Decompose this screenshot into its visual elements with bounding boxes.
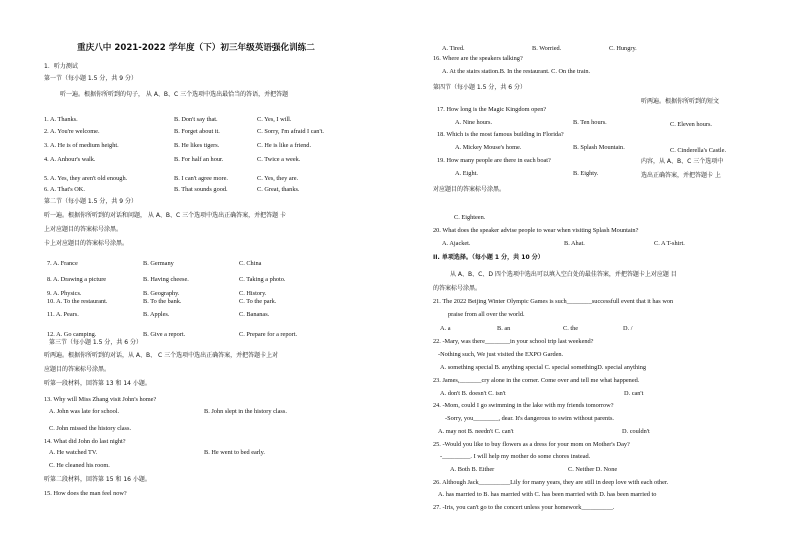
q22-question-cont: -Nothing such, We just visited the EXPO Garden. bbox=[438, 351, 564, 358]
part-2-heading: 第二节（每小题 1.5 分，共 9 分） bbox=[44, 198, 137, 205]
q15-option-b: B. Worried. bbox=[532, 45, 562, 52]
q24-question: 24. -Mom, could I go swimming in the lake with my friends tomorrow? bbox=[433, 402, 614, 409]
q9-option-c: C. History. bbox=[239, 290, 267, 297]
q14-question: 14. What did John do last night? bbox=[44, 438, 126, 445]
q2-option-b: B. Forget about it. bbox=[174, 128, 220, 135]
q18-question: 18. Which is the most famous building in Florida? bbox=[437, 131, 564, 138]
q23-options: A. don't B. doesn't C. isn't bbox=[440, 390, 506, 397]
q17-option-c: C. Eleven hours. bbox=[670, 121, 712, 128]
q18-option-b: B. Splash Mountain. bbox=[573, 144, 625, 151]
q23-option-d: D. can't bbox=[624, 390, 644, 397]
q25-options: A. Both B. Either bbox=[450, 466, 495, 473]
q27-question: 27. -Iris, you can't go to the concert unless your homework__________. bbox=[433, 504, 615, 511]
q6-option-c: C. Great, thanks. bbox=[257, 186, 300, 193]
part-2-instructions-2: 上对应题目的答案标号涂黑。 bbox=[44, 226, 123, 233]
section-2-instructions-1: 从 A、B、C、D 四个选项中选出可以填入空白处的最佳答案，并把答题卡上对应题 目 bbox=[450, 271, 677, 278]
q4-option-a: 4. A. Anhour's walk. bbox=[44, 156, 96, 163]
q20-option-a: A. Ajacket. bbox=[442, 240, 471, 247]
q22-options: A. something special B. anything special C. special somethingD. special anything bbox=[440, 364, 647, 371]
q15-question: 15. How does the man feel now? bbox=[44, 490, 127, 497]
q1-option-b: B. Don't say that. bbox=[174, 116, 218, 123]
q12-option-a: 12. A. Go camping. bbox=[47, 331, 97, 338]
q13-option-b: B. John slept in the history class. bbox=[204, 408, 287, 415]
q5-option-c: C. Yes, they are. bbox=[257, 175, 299, 182]
conversation-1-label: 听第一段材料，回答第 13 和 14 小题。 bbox=[44, 380, 151, 387]
part-4-instructions-2: 内容，从 A、B、C 三个选项中 bbox=[641, 158, 724, 165]
q22-question: 22. -Mary, was there________in your school trip last weekend? bbox=[433, 338, 594, 345]
q4-option-b: B. For half an hour. bbox=[174, 156, 224, 163]
q8-option-c: C. Taking a photo. bbox=[239, 276, 286, 283]
q21-question-cont: praise from all over the world. bbox=[448, 311, 525, 318]
q21-option-c: C. the bbox=[563, 325, 579, 332]
page-title: 重庆八中 2021-2022 学年度（下）初三年级英语强化训练二 bbox=[77, 43, 315, 53]
q14-option-a: A. He watched TV. bbox=[49, 449, 98, 456]
section-1-heading: 1．听力测试 bbox=[44, 63, 78, 70]
q3-option-a: 3. A. He is of medium height. bbox=[44, 142, 119, 149]
q18-option-a: A. Mickey Mouse's home. bbox=[455, 144, 522, 151]
q25-question-cont: -_________. I will help my mother do some chores instead. bbox=[440, 453, 591, 460]
q8-option-b: B. Having cheese. bbox=[143, 276, 189, 283]
q21-option-a: A. a bbox=[440, 325, 451, 332]
part-2-instructions-3: 卡上对应题目的答案标号涂黑。 bbox=[44, 240, 129, 247]
q2-option-c: C. Sorry, I'm afraid I can't. bbox=[257, 128, 324, 135]
q10-option-b: B. To the bank. bbox=[143, 298, 182, 305]
q15-option-c: C. Hungry. bbox=[609, 45, 637, 52]
q10-option-a: 10. A. To the restaurant. bbox=[47, 298, 108, 305]
part-3-heading: 第三节（每小题 1.5 分，共 6 分） bbox=[49, 339, 142, 346]
q12-option-c: C. Prepare for a report. bbox=[239, 331, 298, 338]
q19-option-a: A. Eight. bbox=[455, 170, 478, 177]
q21-option-b: B. an bbox=[497, 325, 511, 332]
q17-question: 17. How long is the Magic Kingdom open? bbox=[437, 106, 547, 113]
q20-option-b: B. Ahat. bbox=[564, 240, 585, 247]
q13-question: 13. Why will Miss Zhang visit John's home? bbox=[44, 396, 157, 403]
q10-option-c: C. To the park. bbox=[239, 298, 277, 305]
q11-option-a: 11. A. Pears. bbox=[47, 311, 79, 318]
q16-options: A. At the stairs station.B. In the restaurant. C. On the train. bbox=[442, 68, 591, 75]
q7-option-a: 7. A. France bbox=[47, 260, 78, 267]
q19-option-b: B. Eighty. bbox=[573, 170, 599, 177]
q9-option-a: 9. A. Physics. bbox=[47, 290, 82, 297]
q8-option-a: 8. A. Drawing a picture bbox=[47, 276, 107, 283]
part-4-instructions-3: 选出正确答案，并把答题卡 上 bbox=[641, 172, 721, 179]
q14-option-b: B. He went to bed early. bbox=[204, 449, 265, 456]
q12-option-b: B. Give a report. bbox=[143, 331, 186, 338]
q21-option-d: D. / bbox=[623, 325, 633, 332]
q19-option-c: C. Eighteen. bbox=[454, 214, 486, 221]
section-2-heading: II. 单项选择。（每小题 1 分，共 10 分） bbox=[433, 254, 544, 261]
q1-option-c: C. Yes, I will. bbox=[257, 116, 292, 123]
section-2-instructions-2: 的答案标号涂黑。 bbox=[433, 285, 482, 292]
q15-option-a: A. Tired. bbox=[442, 45, 465, 52]
part-4-instructions-1: 听两遍。根据你所听到的短文 bbox=[641, 98, 720, 105]
part-1-instructions: 听一遍。根据你所听到的句子， 从 A、B、C 三个选项中选出最恰当的答语，并把答题 bbox=[60, 91, 289, 98]
part-1-heading: 第一节（每小题 1.5 分，共 9 分） bbox=[44, 75, 137, 82]
q3-option-c: C. He is like a friend. bbox=[257, 142, 312, 149]
q24-options: A. may not B. needn't C. can't bbox=[438, 428, 514, 435]
q6-option-b: B. That sounds good. bbox=[174, 186, 228, 193]
q1-option-a: 1. A. Thanks. bbox=[44, 116, 78, 123]
q4-option-c: C. Twice a week. bbox=[257, 156, 301, 163]
part-3-instructions-1: 听两遍。根据你所听到的对话，从 A、B、 C 三个选项中选出正确答案，并把答题卡上对 bbox=[44, 352, 279, 359]
q14-option-c: C. He cleaned his room. bbox=[49, 462, 110, 469]
q25-question: 25. -Would you like to buy flowers as a dress for your mom on Mother's Day? bbox=[433, 441, 630, 448]
part-4-heading: 第四节（每小题 1.5 分，共 6 分） bbox=[433, 84, 526, 91]
q7-option-c: C. China bbox=[239, 260, 262, 267]
q24-option-d: D. couldn't bbox=[622, 428, 650, 435]
q6-option-a: 6. A. That's OK. bbox=[44, 186, 85, 193]
q18-option-c: C. Cinderella's Castle. bbox=[670, 147, 727, 154]
q11-option-b: B. Apples. bbox=[143, 311, 170, 318]
q13-option-c: C. John missed the history class. bbox=[49, 425, 132, 432]
q16-question: 16. Where are the speakers talking? bbox=[433, 55, 523, 62]
q3-option-b: B. He likes tigers. bbox=[174, 142, 220, 149]
q17-option-a: A. Nine hours. bbox=[455, 119, 493, 126]
part-2-instructions-1: 听一遍。根据你所听到的对话和问题， 从 A、B、C 三个选项中选出正确答案，并把答题 卡 bbox=[44, 212, 287, 219]
q11-option-c: C. Bananas. bbox=[239, 311, 270, 318]
q23-question: 23. James,_______cry alone in the corner. Come over and tell me what happened. bbox=[433, 377, 640, 384]
q26-options: A. has married to B. has married with C. has been married with D. has been married to bbox=[438, 491, 657, 498]
q2-option-a: 2. A. You're welcome. bbox=[44, 128, 100, 135]
q20-option-c: C. A T-shirt. bbox=[654, 240, 685, 247]
q7-option-b: B. Germany bbox=[143, 260, 174, 267]
q17-option-b: B. Ten hours. bbox=[573, 119, 607, 126]
q13-option-a: A. John was late for school. bbox=[49, 408, 120, 415]
q9-option-b: B. Geography. bbox=[143, 290, 180, 297]
part-4-instructions-4: 对应题目的答案标号涂黑。 bbox=[433, 186, 506, 193]
q5-option-b: B. I can't agree more. bbox=[174, 175, 228, 182]
q21-question: 21. The 2022 Beijing Winter Olympic Games is such________successfull event that it has won bbox=[433, 298, 674, 305]
q20-question: 20. What does the speaker advise people to wear when visiting Splash Mountain? bbox=[433, 227, 639, 234]
q25-option-c: C. Neither D. None bbox=[568, 466, 618, 473]
q26-question: 26. Although Jack__________Lily for many years, they are still in deep love with each other. bbox=[433, 479, 669, 486]
q5-option-a: 5. A. Yes, they aren't old enough. bbox=[44, 175, 128, 182]
part-3-instructions-2: 应题目的答案标号涂黑。 bbox=[44, 366, 111, 373]
q19-question: 19. How many people are there in each boat? bbox=[437, 157, 551, 164]
conversation-2-label: 听第二段材料，回答第 15 和 16 小题。 bbox=[44, 476, 151, 483]
q24-question-cont: -Sorry, you________, dear. It's dangerous to swim without parents. bbox=[445, 415, 614, 422]
